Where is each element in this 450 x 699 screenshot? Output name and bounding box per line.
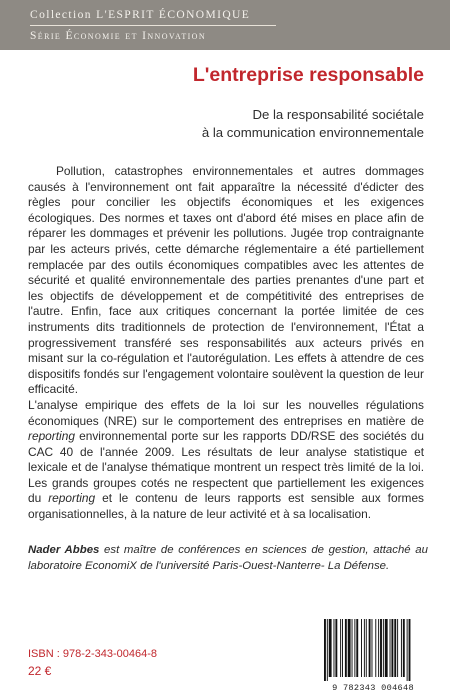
price: 22 € [28, 664, 52, 678]
book-title: L'entreprise responsable [192, 64, 424, 86]
subtitle-line-1: De la responsabilité sociétale [252, 107, 424, 122]
header-divider [30, 25, 276, 26]
back-cover-summary [28, 164, 424, 523]
book-subtitle [202, 106, 424, 142]
summary-paragraph-2: L'analyse empirique des effets de la loi sur les nouvelles régulations économiques (NRE) sur le comportement des entreprises en matière de reporting environnemental porte sur les rapports DD/RSE des sociétés du CAC 40 de l'année 2009. Les résultats de leur analyse statistique et lexicale et de l'analyse thématique montrent un respect très limité de la loi. Les grands groupes cotés ne respectent que partiellement les exigences du reporting et le contenu de leurs rapports est sensible aux formes organisationnelles, à la nature de leur activité et à sa localisation. [28, 397, 424, 522]
barcode-digits: 9 782343 004648 [332, 683, 414, 693]
barcode-bars [316, 617, 430, 681]
collection-name: Collection L'ESPRIT ÉCONOMIQUE [30, 9, 251, 21]
author-bio-end: . [386, 559, 390, 572]
author-bio [28, 543, 428, 574]
author-bio-text: est maître de conférences en sciences de gestion, attaché au laboratoire EconomiX de l'université [28, 544, 428, 572]
barcode [316, 617, 430, 693]
author-institution: Paris-Ouest-Nanterre- La Défense [212, 559, 386, 572]
isbn: ISBN : 978-2-343-00464-8 [28, 648, 158, 660]
series-name: Série Économie et Innovation [30, 30, 207, 42]
author-name: Nader Abbes [28, 544, 100, 556]
subtitle-line-2: à la communication environnementale [201, 125, 424, 140]
summary-paragraph-1: Pollution, catastrophes environnementales et autres dommages causés à l'environnement ont fait apparaître la nécessité d'édicter des règles pour concilier les objectifs économiques et les exigences écologiques. Des normes et taxes ont d'abord été mises en place afin de réparer les dommages et prévenir les pollutions. Jugée trop contraignante par les acteurs privés, cette démarche réglementaire a été partiellement remplacée par des outils économiques compatibles avec les attentes de sécurité et qualité environnementale des parties prenantes d'une part et les objectifs de développement et de compétitivité des entreprises de l'autre. Enfin, face aux critiques concernant la portée limitée de ces instruments dits traditionnels de protection de l'environnement, l'État a progressivement transféré ses responsabilités aux acteurs privés en misant sur la co-régulation et l'autorégulation. Les effets à attendre de ces dispositifs fondés sur l'engagement volontaire soulèvent la question de leur efficacité. [28, 164, 424, 397]
